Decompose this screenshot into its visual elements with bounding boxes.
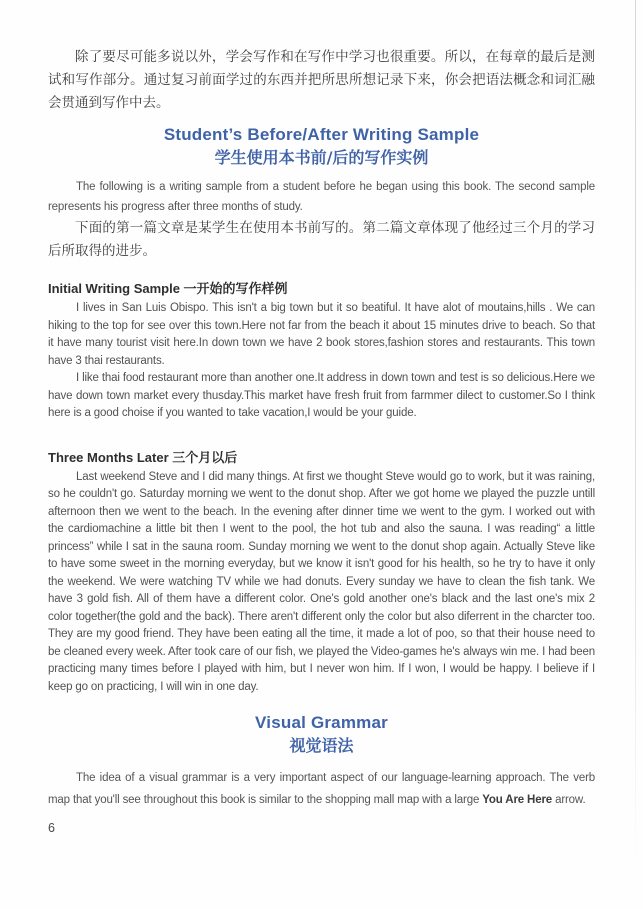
you-are-here-bold-phrase: You Are Here <box>482 794 553 806</box>
initial-sample-paragraph-1: I lives in San Luis Obispo. This isn't a big town but it so beatiful. It have alot of moutains,hills . We can hiking to the top for see over this town.Here not far from the beach it about 15 minutes drive to beach. So that it have many tourist visit here.In down town we have 2 book stores,fashion stores and restaurants. This town have 3 thai restaurants. <box>48 302 595 367</box>
visual-grammar-paragraph-end: arrow. <box>552 794 586 806</box>
visual-grammar-paragraph-text: The idea of a visual grammar is a very important aspect of our language-learning approach. The verb map that you'll see throughout this book is similar to the shopping mall map with a large <box>48 772 595 806</box>
initial-sample-paragraph-2: I like thai food restaurant more than another one.It address in down town and test is so delicious.Here we have down town market every thusday.This market have fresh fruit from farmmer dilect to customer.So I think here is a good choise if you wanted to take vacation,I would be your guide. <box>48 372 595 419</box>
page-number: 6 <box>48 821 55 835</box>
writing-sample-intro-cn: 下面的第一篇文章是某学生在使用本书前写的。第二篇文章体现了他经过三个月的学习后所取得的进步。 <box>48 220 595 259</box>
intro-paragraph-cn: 除了要尽可能多说以外，学会写作和在写作中学习也很重要。所以，在每章的最后是测试和写作部分。通过复习前面学过的东西并把所思所想记录下来，你会把语法概念和词汇融会贯通到写作中去。 <box>48 49 595 111</box>
page-edge-line <box>635 0 636 909</box>
writing-sample-title-cn: 学生使用本书前/后的写作实例 <box>214 148 429 167</box>
three-months-later-heading: Three Months Later 三个月以后 <box>48 449 238 465</box>
writing-sample-title-en: Student’s Before/After Writing Sample <box>163 125 480 144</box>
three-months-later-paragraph: Last weekend Steve and I did many things. At first we thought Steve would go to work, but it was raining, so he couldn't go. Saturday morning we went to the donut shop. After we got home we played the puzzle untill afternoon then we went to the beach. In the evening after dinner time we went to the gym. I worked out with the cardiomachine a little bit then I went to the pool, the hot tub and also the sauna. I was reading“ a little princess” while I sat in the sauna room. Sunday morning we went to the donut shop again. Actually Steve like to have some sweet in the morning everyday, but we know it isn't good for his health, so he try to have it only the weekend. We were watching TV while we had donuts. Every sunday we have to clean the fish tank. We have 3 gold fish. All of them have a different color. One's gold another one's black and the last one's mix 2 color together(the gold and the back). There aren't different only the color but also diferrent in the charcter too. They are my good friend. They have been eating all the time, it made a lot of poo, so that their house need to be cleaned every week. After took care of our fish, we played the Video-games he's always win me. I had been practicing many times before I played with him, but I never won him. If I won, I would be happy. I believe if I keep go on practicing, I will win in one day. <box>48 470 595 693</box>
visual-grammar-title-cn: 视觉语法 <box>289 736 354 755</box>
writing-sample-intro-en: The following is a writing sample from a student before he began using this book. The second sample represents his progress after three months of study. <box>48 181 595 213</box>
visual-grammar-title-en: Visual Grammar <box>255 713 388 732</box>
visual-grammar-paragraph <box>48 767 595 811</box>
initial-sample-heading: Initial Writing Sample 一开始的写作样例 <box>48 281 288 296</box>
